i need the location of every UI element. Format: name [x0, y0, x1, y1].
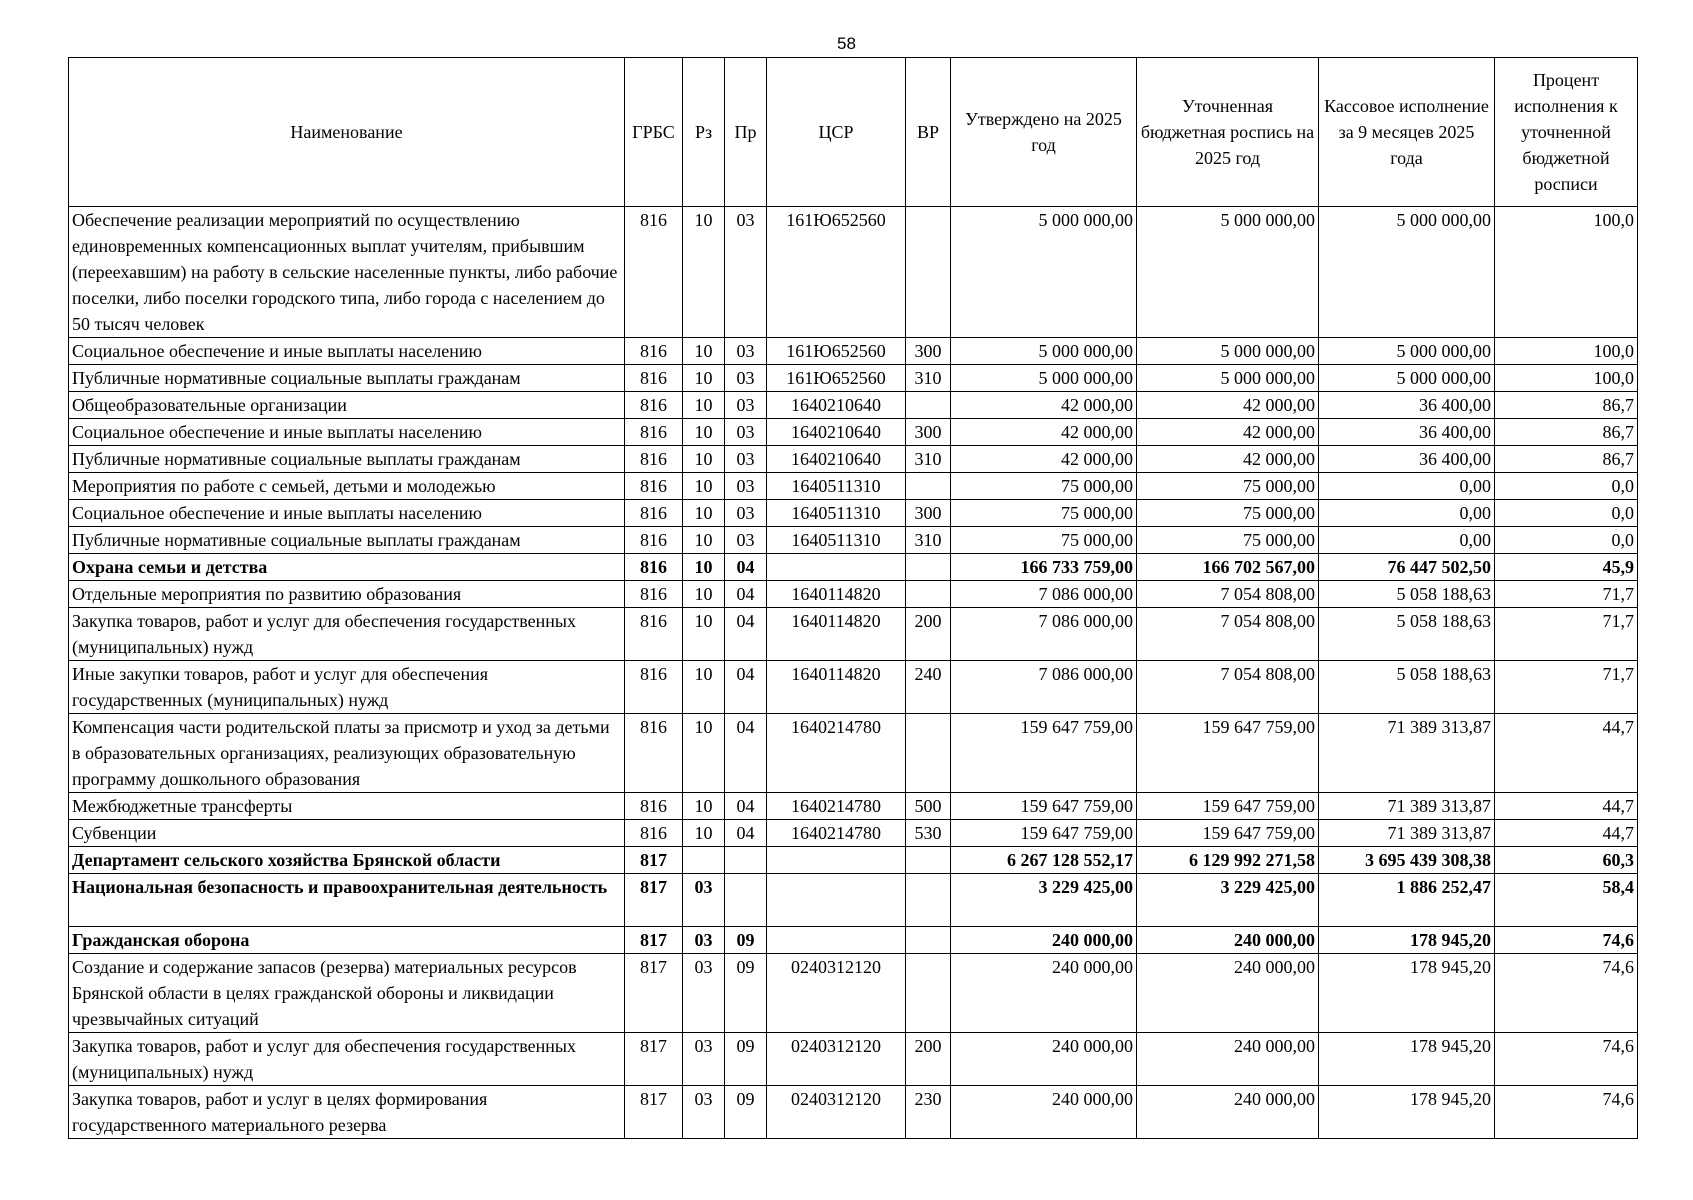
table-row [69, 207, 1638, 338]
row-vr-cell: 200 [906, 608, 951, 661]
row-refined-cell: 159 647 759,00 [1137, 793, 1319, 820]
row-percent-cell: 74,6 [1495, 1086, 1638, 1139]
row-grbs-cell: 817 [625, 927, 683, 954]
table-row [69, 581, 1638, 608]
row-refined-cell: 7 054 808,00 [1137, 581, 1319, 608]
row-name-cell: Иные закупки товаров, работ и услуг для обеспечения государственных (муниципальных) нужд [69, 661, 625, 714]
row-name-cell: Обеспечение реализации мероприятий по осуществлению единовременных компенсационных выплат учителям, прибывшим (переехавшим) на работу в сельские населенные пункты, либо рабочие поселки, либо поселки городского типа, либо города с населением до 50 тысяч человек [69, 207, 625, 338]
row-refined-cell: 166 702 567,00 [1137, 554, 1319, 581]
row-name-cell: Компенсация части родительской платы за присмотр и уход за детьми в образовательных организациях, реализующих образовательную программу дошкольного образования [69, 714, 625, 793]
row-cash-cell: 71 389 313,87 [1319, 714, 1495, 793]
row-cash-cell: 5 000 000,00 [1319, 207, 1495, 338]
row-csr-cell: 1640114820 [767, 581, 906, 608]
row-cash-cell: 5 058 188,63 [1319, 661, 1495, 714]
row-cash-cell: 5 000 000,00 [1319, 365, 1495, 392]
row-pr-cell: 03 [725, 365, 767, 392]
row-rz-cell: 10 [683, 419, 725, 446]
row-approved-cell: 42 000,00 [951, 446, 1137, 473]
row-refined-cell: 75 000,00 [1137, 500, 1319, 527]
table-row [69, 473, 1638, 500]
row-approved-cell: 7 086 000,00 [951, 661, 1137, 714]
row-cash-cell: 76 447 502,50 [1319, 554, 1495, 581]
row-pr-cell: 03 [725, 392, 767, 419]
row-rz-cell: 03 [683, 927, 725, 954]
row-csr-cell: 1640214780 [767, 714, 906, 793]
row-vr-cell [906, 714, 951, 793]
row-rz-cell: 10 [683, 392, 725, 419]
row-name-cell: Закупка товаров, работ и услуг для обеспечения государственных (муниципальных) нужд [69, 1033, 625, 1086]
row-vr-cell: 500 [906, 793, 951, 820]
row-grbs-cell: 817 [625, 847, 683, 874]
row-refined-cell: 159 647 759,00 [1137, 820, 1319, 847]
row-pr-cell: 04 [725, 793, 767, 820]
row-percent-cell: 58,4 [1495, 874, 1638, 927]
row-cash-cell: 178 945,20 [1319, 1086, 1495, 1139]
row-name-cell: Социальное обеспечение и иные выплаты населению [69, 338, 625, 365]
row-refined-cell: 5 000 000,00 [1137, 365, 1319, 392]
row-rz-cell: 10 [683, 581, 725, 608]
row-csr-cell: 1640214780 [767, 793, 906, 820]
row-refined-cell: 3 229 425,00 [1137, 874, 1319, 927]
column-header-refined: Уточненная бюджетная роспись на 2025 год [1137, 58, 1319, 207]
column-header-cash: Кассовое исполнение за 9 месяцев 2025 года [1319, 58, 1495, 207]
table-row [69, 874, 1638, 927]
row-vr-cell [906, 847, 951, 874]
row-cash-cell: 3 695 439 308,38 [1319, 847, 1495, 874]
row-cash-cell: 1 886 252,47 [1319, 874, 1495, 927]
column-header-name: Наименование [69, 58, 625, 207]
row-refined-cell: 7 054 808,00 [1137, 608, 1319, 661]
row-percent-cell: 71,7 [1495, 581, 1638, 608]
row-grbs-cell: 816 [625, 820, 683, 847]
table-row [69, 608, 1638, 661]
row-percent-cell: 86,7 [1495, 392, 1638, 419]
table-row [69, 392, 1638, 419]
row-name-cell: Публичные нормативные социальные выплаты гражданам [69, 446, 625, 473]
row-approved-cell: 42 000,00 [951, 392, 1137, 419]
row-name-cell: Публичные нормативные социальные выплаты гражданам [69, 365, 625, 392]
row-cash-cell: 36 400,00 [1319, 392, 1495, 419]
row-grbs-cell: 817 [625, 874, 683, 927]
row-grbs-cell: 816 [625, 419, 683, 446]
row-cash-cell: 71 389 313,87 [1319, 793, 1495, 820]
row-rz-cell: 03 [683, 954, 725, 1033]
row-csr-cell: 1640114820 [767, 661, 906, 714]
row-grbs-cell: 816 [625, 500, 683, 527]
row-vr-cell: 310 [906, 365, 951, 392]
column-header-rz: Рз [683, 58, 725, 207]
table-row [69, 419, 1638, 446]
row-name-cell: Национальная безопасность и правоохранительная деятельность [69, 874, 625, 927]
row-percent-cell: 100,0 [1495, 338, 1638, 365]
row-approved-cell: 240 000,00 [951, 954, 1137, 1033]
row-pr-cell: 04 [725, 581, 767, 608]
row-percent-cell: 45,9 [1495, 554, 1638, 581]
row-refined-cell: 5 000 000,00 [1137, 207, 1319, 338]
row-percent-cell: 86,7 [1495, 446, 1638, 473]
row-cash-cell: 0,00 [1319, 527, 1495, 554]
table-row [69, 338, 1638, 365]
row-grbs-cell: 817 [625, 1086, 683, 1139]
row-name-cell: Общеобразовательные организации [69, 392, 625, 419]
row-approved-cell: 6 267 128 552,17 [951, 847, 1137, 874]
row-refined-cell: 240 000,00 [1137, 1033, 1319, 1086]
row-percent-cell: 100,0 [1495, 207, 1638, 338]
table-row [69, 446, 1638, 473]
row-percent-cell: 71,7 [1495, 661, 1638, 714]
row-vr-cell [906, 392, 951, 419]
table-row [69, 793, 1638, 820]
row-name-cell: Закупка товаров, работ и услуг для обеспечения государственных (муниципальных) нужд [69, 608, 625, 661]
row-name-cell: Социальное обеспечение и иные выплаты населению [69, 419, 625, 446]
row-approved-cell: 75 000,00 [951, 500, 1137, 527]
table-row [69, 1033, 1638, 1086]
row-grbs-cell: 816 [625, 338, 683, 365]
row-approved-cell: 5 000 000,00 [951, 338, 1137, 365]
row-csr-cell [767, 927, 906, 954]
row-pr-cell: 04 [725, 661, 767, 714]
column-header-grbs: ГРБС [625, 58, 683, 207]
row-vr-cell: 300 [906, 500, 951, 527]
row-vr-cell [906, 927, 951, 954]
table-row [69, 554, 1638, 581]
row-grbs-cell: 816 [625, 581, 683, 608]
row-approved-cell: 159 647 759,00 [951, 793, 1137, 820]
row-pr-cell: 03 [725, 338, 767, 365]
row-vr-cell: 530 [906, 820, 951, 847]
row-rz-cell: 10 [683, 793, 725, 820]
row-refined-cell: 75 000,00 [1137, 527, 1319, 554]
row-approved-cell: 240 000,00 [951, 1086, 1137, 1139]
table-row [69, 661, 1638, 714]
row-percent-cell: 71,7 [1495, 608, 1638, 661]
row-refined-cell: 75 000,00 [1137, 473, 1319, 500]
row-csr-cell [767, 874, 906, 927]
row-vr-cell [906, 473, 951, 500]
row-vr-cell [906, 554, 951, 581]
row-cash-cell: 36 400,00 [1319, 446, 1495, 473]
row-csr-cell: 1640210640 [767, 392, 906, 419]
row-pr-cell: 03 [725, 500, 767, 527]
row-vr-cell: 300 [906, 419, 951, 446]
row-rz-cell: 10 [683, 527, 725, 554]
table-row [69, 927, 1638, 954]
row-rz-cell: 03 [683, 1033, 725, 1086]
row-vr-cell: 240 [906, 661, 951, 714]
row-csr-cell: 1640511310 [767, 473, 906, 500]
table-row [69, 714, 1638, 793]
row-refined-cell: 5 000 000,00 [1137, 338, 1319, 365]
page-number: 58 [837, 34, 856, 53]
row-pr-cell: 09 [725, 954, 767, 1033]
row-csr-cell: 161Ю652560 [767, 207, 906, 338]
row-cash-cell: 178 945,20 [1319, 954, 1495, 1033]
row-csr-cell: 1640210640 [767, 446, 906, 473]
row-pr-cell: 04 [725, 608, 767, 661]
row-grbs-cell: 816 [625, 392, 683, 419]
row-vr-cell [906, 581, 951, 608]
row-refined-cell: 240 000,00 [1137, 927, 1319, 954]
row-refined-cell: 7 054 808,00 [1137, 661, 1319, 714]
row-cash-cell: 36 400,00 [1319, 419, 1495, 446]
table-row [69, 1086, 1638, 1139]
row-pr-cell: 04 [725, 714, 767, 793]
row-approved-cell: 5 000 000,00 [951, 207, 1137, 338]
row-approved-cell: 75 000,00 [951, 527, 1137, 554]
row-refined-cell: 42 000,00 [1137, 392, 1319, 419]
row-name-cell: Публичные нормативные социальные выплаты гражданам [69, 527, 625, 554]
table-row [69, 365, 1638, 392]
row-name-cell: Гражданская оборона [69, 927, 625, 954]
row-csr-cell: 0240312120 [767, 954, 906, 1033]
row-rz-cell: 10 [683, 714, 725, 793]
row-percent-cell: 44,7 [1495, 820, 1638, 847]
row-csr-cell: 1640210640 [767, 419, 906, 446]
row-approved-cell: 7 086 000,00 [951, 608, 1137, 661]
row-vr-cell [906, 954, 951, 1033]
row-pr-cell: 09 [725, 1086, 767, 1139]
row-rz-cell: 10 [683, 473, 725, 500]
row-approved-cell: 7 086 000,00 [951, 581, 1137, 608]
row-percent-cell: 44,7 [1495, 793, 1638, 820]
row-percent-cell: 74,6 [1495, 954, 1638, 1033]
row-percent-cell: 74,6 [1495, 1033, 1638, 1086]
row-grbs-cell: 817 [625, 1033, 683, 1086]
row-vr-cell [906, 207, 951, 338]
row-refined-cell: 240 000,00 [1137, 1086, 1319, 1139]
row-cash-cell: 5 058 188,63 [1319, 608, 1495, 661]
row-name-cell: Социальное обеспечение и иные выплаты населению [69, 500, 625, 527]
row-refined-cell: 159 647 759,00 [1137, 714, 1319, 793]
row-vr-cell: 300 [906, 338, 951, 365]
row-csr-cell [767, 847, 906, 874]
column-header-approved: Утверждено на 2025 год [951, 58, 1137, 207]
row-name-cell: Закупка товаров, работ и услуг в целях формирования государственного материального резерва [69, 1086, 625, 1139]
row-pr-cell: 03 [725, 419, 767, 446]
row-pr-cell: 09 [725, 1033, 767, 1086]
row-rz-cell: 10 [683, 554, 725, 581]
row-pr-cell: 04 [725, 554, 767, 581]
row-csr-cell: 1640511310 [767, 500, 906, 527]
row-csr-cell: 1640214780 [767, 820, 906, 847]
row-rz-cell: 10 [683, 500, 725, 527]
column-header-percent: Процент исполнения к уточненной бюджетной росписи [1495, 58, 1638, 207]
row-percent-cell: 74,6 [1495, 927, 1638, 954]
row-pr-cell: 09 [725, 927, 767, 954]
row-refined-cell: 240 000,00 [1137, 954, 1319, 1033]
row-refined-cell: 42 000,00 [1137, 446, 1319, 473]
row-rz-cell: 10 [683, 446, 725, 473]
row-csr-cell: 0240312120 [767, 1086, 906, 1139]
row-csr-cell: 161Ю652560 [767, 338, 906, 365]
row-grbs-cell: 817 [625, 954, 683, 1033]
table-header-row [69, 58, 1638, 207]
row-pr-cell: 03 [725, 527, 767, 554]
row-cash-cell: 0,00 [1319, 473, 1495, 500]
column-header-csr: ЦСР [767, 58, 906, 207]
row-grbs-cell: 816 [625, 714, 683, 793]
row-refined-cell: 6 129 992 271,58 [1137, 847, 1319, 874]
row-vr-cell: 230 [906, 1086, 951, 1139]
row-cash-cell: 178 945,20 [1319, 927, 1495, 954]
table-row [69, 820, 1638, 847]
row-approved-cell: 240 000,00 [951, 1033, 1137, 1086]
row-cash-cell: 5 000 000,00 [1319, 338, 1495, 365]
row-grbs-cell: 816 [625, 365, 683, 392]
row-name-cell: Мероприятия по работе с семьей, детьми и молодежью [69, 473, 625, 500]
row-percent-cell: 60,3 [1495, 847, 1638, 874]
row-rz-cell: 10 [683, 661, 725, 714]
row-approved-cell: 3 229 425,00 [951, 874, 1137, 927]
row-vr-cell: 310 [906, 446, 951, 473]
row-approved-cell: 240 000,00 [951, 927, 1137, 954]
table-body [69, 207, 1638, 1139]
row-csr-cell: 0240312120 [767, 1033, 906, 1086]
column-header-vr: ВР [906, 58, 951, 207]
row-pr-cell: 03 [725, 207, 767, 338]
row-name-cell: Межбюджетные трансферты [69, 793, 625, 820]
row-percent-cell: 0,0 [1495, 527, 1638, 554]
row-approved-cell: 75 000,00 [951, 473, 1137, 500]
row-vr-cell [906, 874, 951, 927]
row-approved-cell: 159 647 759,00 [951, 820, 1137, 847]
row-grbs-cell: 816 [625, 207, 683, 338]
row-grbs-cell: 816 [625, 793, 683, 820]
row-rz-cell: 10 [683, 207, 725, 338]
row-csr-cell: 161Ю652560 [767, 365, 906, 392]
row-percent-cell: 0,0 [1495, 500, 1638, 527]
row-vr-cell: 310 [906, 527, 951, 554]
row-approved-cell: 42 000,00 [951, 419, 1137, 446]
row-approved-cell: 5 000 000,00 [951, 365, 1137, 392]
row-grbs-cell: 816 [625, 608, 683, 661]
row-name-cell: Отдельные мероприятия по развитию образования [69, 581, 625, 608]
row-percent-cell: 86,7 [1495, 419, 1638, 446]
row-name-cell: Департамент сельского хозяйства Брянской области [69, 847, 625, 874]
row-grbs-cell: 816 [625, 554, 683, 581]
row-rz-cell: 10 [683, 608, 725, 661]
row-grbs-cell: 816 [625, 446, 683, 473]
row-name-cell: Субвенции [69, 820, 625, 847]
row-rz-cell: 03 [683, 874, 725, 927]
row-percent-cell: 0,0 [1495, 473, 1638, 500]
budget-execution-table [68, 57, 1638, 1139]
row-approved-cell: 166 733 759,00 [951, 554, 1137, 581]
row-rz-cell [683, 847, 725, 874]
row-csr-cell: 1640114820 [767, 608, 906, 661]
row-cash-cell: 5 058 188,63 [1319, 581, 1495, 608]
row-approved-cell: 159 647 759,00 [951, 714, 1137, 793]
row-pr-cell: 03 [725, 473, 767, 500]
row-pr-cell: 04 [725, 820, 767, 847]
row-rz-cell: 10 [683, 338, 725, 365]
table-row [69, 954, 1638, 1033]
row-csr-cell: 1640511310 [767, 527, 906, 554]
row-rz-cell: 03 [683, 1086, 725, 1139]
row-cash-cell: 71 389 313,87 [1319, 820, 1495, 847]
row-name-cell: Создание и содержание запасов (резерва) материальных ресурсов Брянской области в целях гражданской обороны и ликвидации чрезвычайных ситуаций [69, 954, 625, 1033]
row-rz-cell: 10 [683, 365, 725, 392]
column-header-pr: Пр [725, 58, 767, 207]
row-pr-cell: 03 [725, 446, 767, 473]
row-csr-cell [767, 554, 906, 581]
row-pr-cell [725, 847, 767, 874]
row-percent-cell: 44,7 [1495, 714, 1638, 793]
row-cash-cell: 178 945,20 [1319, 1033, 1495, 1086]
row-refined-cell: 42 000,00 [1137, 419, 1319, 446]
table-row [69, 500, 1638, 527]
table-row [69, 527, 1638, 554]
table-row [69, 847, 1638, 874]
row-vr-cell: 200 [906, 1033, 951, 1086]
row-grbs-cell: 816 [625, 473, 683, 500]
row-pr-cell [725, 874, 767, 927]
row-cash-cell: 0,00 [1319, 500, 1495, 527]
row-grbs-cell: 816 [625, 527, 683, 554]
row-name-cell: Охрана семьи и детства [69, 554, 625, 581]
row-rz-cell: 10 [683, 820, 725, 847]
row-grbs-cell: 816 [625, 661, 683, 714]
row-percent-cell: 100,0 [1495, 365, 1638, 392]
